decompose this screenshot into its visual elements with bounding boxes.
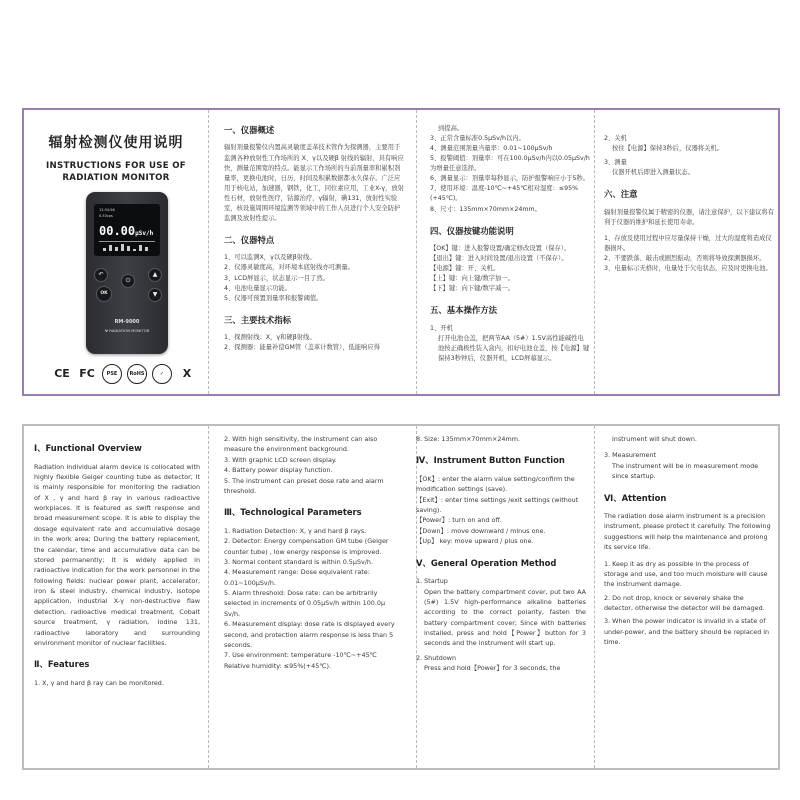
en-section-title: Ⅵ、Attention xyxy=(604,492,667,503)
list-item: 5、报警阈值：剂量率：可在100.0μSv/h内以0.05μSv/h 为增量任意选择。 xyxy=(430,155,590,173)
en-step-text: Open the battery compartment cover, put two AA (5#) 1.5V high-performance alkaline batteries according to the correct polarity, fasten the battery compartment cover; Since with batteries installed, press and hold【Power】button for 3 seconds and the instrument will start up. xyxy=(424,587,586,648)
en-section-title: Ⅳ、Instrument Button Function xyxy=(416,455,565,466)
list-item: 1、探测射线：X，γ和硬β射线。 xyxy=(224,334,316,342)
zh-attention-list xyxy=(604,234,774,274)
list-item: 7. Use environment: temperature -10℃~+45℃ Relative humidity: ≤95%(+45℃). xyxy=(224,651,377,670)
list-item: 【Down】: move downward / minus one. xyxy=(416,526,546,535)
list-item: 3. With graphic LCD screen display. xyxy=(224,455,337,464)
list-item: 3、正常含量标准0.5μSv/h以内。 xyxy=(430,135,525,143)
exit-button-icon: ↶ xyxy=(94,268,108,282)
list-item: 2、不要跌落、敲击或剧烈振动，否则将导致探测器损坏。 xyxy=(604,254,766,262)
pse-mark-icon: PSE xyxy=(102,364,122,384)
list-item: 3、电量标示无格时，电量处于欠电状态，应及时更换电池。 xyxy=(604,265,772,272)
en-buttons-list xyxy=(416,474,586,547)
screen-reading xyxy=(99,222,153,241)
list-item: 4. Battery power display function. xyxy=(224,466,333,475)
list-item: 2、仪器灵敏度高，对环境本底射线亦可测量。 xyxy=(224,264,354,272)
list-item: 1. Radiation Detection: X, γ and hard β rays. xyxy=(224,526,367,535)
certification-marks xyxy=(52,364,197,384)
zh-section-title: 二、仪器特点 xyxy=(224,234,275,245)
cover-title-en-line2: RADIATION MONITOR xyxy=(62,173,170,184)
en-attention-text: The radiation dose alarm instrument is a precision instrument, please protect it carefully. The following suggestions will help the maintenance and prolong its service life. xyxy=(604,512,771,552)
fold-line xyxy=(416,110,417,394)
list-item: 1. X, γ and hard β ray can be monitored. xyxy=(34,678,164,687)
zh-section-title: 四、仪器按键功能说明 xyxy=(430,225,514,236)
list-item: 【Exit】: enter time settings /exit settings (without saving). xyxy=(416,495,579,515)
list-item: 1、可以监测X，γ以及硬β射线。 xyxy=(224,254,316,262)
power-button-icon: ⏻ xyxy=(121,274,135,288)
english-manual-sheet xyxy=(22,424,780,770)
en-step-title: 1. Startup xyxy=(416,577,448,586)
list-item: 7、使用环境：温度-10℃~+45℃相对湿度：≤95%(+45℃)。 xyxy=(430,185,579,203)
zh-buttons-list xyxy=(430,244,590,294)
list-item: 5. The instrument can preset dose rate and alarm threshold. xyxy=(224,476,384,495)
down-button-icon: ▼ xyxy=(148,288,162,302)
en-panel-buttons xyxy=(416,426,586,768)
en-section-title: Ⅰ、Functional Overview xyxy=(34,443,142,453)
list-item: 3、LCD屏显示，状态显示一目了然。 xyxy=(224,274,329,282)
list-item: 【下】键：向下键/数字减一。 xyxy=(430,285,514,293)
list-item: 【电源】键：开、关机。 xyxy=(430,265,500,273)
en-overview-text: Radiation individual alarm device is collocated with highly flexible Geiger counting tube as detector; It is mainly responsible for monitoring the radiation of X , γ and hard β ray in various radioactive workplaces. It is featured as swift response and broad measurement scope. It is able to display the dosage equivalent rate and accumulative dosage in the work area; During the battery replacement, the calendar, time and accumulative data can be stored permanently; It is widely applied in radioactive indication for the work personnel in the following fields: nuclear power plant, accelerator, iron & steel industry, chemical industry, isotope application, industrial X-γ non-destructive flaw detection, radioactive medical treatment, Cobalt source treatment, γ radiation, Iodine 131, radioactive laboratory and surrounding environment monitor of nuclear facilities. xyxy=(34,462,200,647)
device-model: RM-9000 xyxy=(114,319,140,325)
zh-step-text: 仪器开机后即进入测量状态。 xyxy=(612,169,694,177)
cover-panel xyxy=(24,110,208,394)
zh-step-title: 1、开机 xyxy=(430,324,453,332)
list-item: 1. Keep it as dry as possible in the process of storage and use, and too much moisture will cause the instrument damage. xyxy=(604,559,768,589)
list-item: 【OK】键：进入报警设置/确定修改设置（保存）。 xyxy=(430,245,571,252)
en-panel-attention xyxy=(604,426,772,768)
en-features-list-cont xyxy=(224,434,402,496)
fcc-mark-icon: FC xyxy=(79,367,95,381)
list-item: 8. Size: 135mm×70mm×24mm. xyxy=(416,435,520,443)
en-parameters-list xyxy=(224,526,402,671)
check-mark-icon: ✓ xyxy=(152,364,172,384)
chinese-manual-sheet xyxy=(22,108,780,396)
en-section-title: Ⅱ、Features xyxy=(34,659,90,670)
list-item: 2. Do not drop, knock or severely shake the detector, otherwise the detector will be damaged. xyxy=(604,593,765,613)
list-item: 2. Detector: Energy compensation GM tube (Geiger counter tube) , low energy response is improved. xyxy=(224,537,389,556)
zh-step-title: 3、测量 xyxy=(604,159,627,167)
screen-histogram xyxy=(99,241,155,251)
list-item: 8、尺寸：135mm×70mm×24mm。 xyxy=(430,205,541,213)
cover-title-zh: 辐射检测仪使用说明 xyxy=(48,135,184,151)
up-button-icon: ▲ xyxy=(148,268,162,282)
list-item: 6、测量显示：剂量率每秒显示，防护报警响应小于5秒。 xyxy=(430,175,590,183)
en-panel-overview xyxy=(34,426,200,768)
zh-section-title: 三、主要技术指标 xyxy=(224,314,291,325)
list-item: 1、存放及使用过程中应尽量保持干燥，过大的湿度将造成仪器损坏。 xyxy=(604,234,772,252)
en-step-title: 3. Measurement xyxy=(604,451,657,460)
list-item: 4、测量范围剂量当量率：0.01~100μSv/h xyxy=(430,145,553,153)
fold-line xyxy=(208,110,209,394)
list-item: 【Up】 key: move upward / plus one. xyxy=(416,537,534,546)
device-brand-text: RADIATION MONITOR xyxy=(109,328,150,333)
screen-reading-value: 00.00 xyxy=(99,224,136,238)
list-item: 4、电池电量显示功能。 xyxy=(224,284,291,292)
rohs-mark-icon: RoHS xyxy=(127,364,147,384)
screen-time: 12:34:56 xyxy=(99,208,115,212)
zh-panel-overview xyxy=(224,110,404,394)
ok-button-icon: OK xyxy=(96,286,112,302)
en-step-text: The instrument will be in measurement mode since startup. xyxy=(612,461,759,481)
list-item: 3. Normal content standard is within 0.5μSv/h. xyxy=(224,557,374,566)
zh-specs-list xyxy=(224,333,404,353)
zh-step-text: 打开电池仓盖，把两节AA（5#）1.5V高性能碱性电池按正确极性装入盒内，扣好电池仓盖，按【电源】键保持3秒钟后，仪器开机，LCD屏幕显示。 xyxy=(438,334,590,362)
zh-section-title: 六、注意 xyxy=(604,189,638,200)
list-item: 2. With high sensitivity, the instrument can also measure the environment background. xyxy=(224,435,378,454)
cover-title-en xyxy=(24,160,208,185)
device-brand: ☢ RADIATION MONITOR xyxy=(104,328,150,333)
list-item: 【Power】: turn on and off. xyxy=(416,516,502,525)
zh-step-title: 2、关机 xyxy=(604,135,627,142)
zh-attention-text: 辐射剂量报警仪属于精密的仪器，请注意保护，以下建议将有利于仪器的维护和延长使用寿命。 xyxy=(604,208,775,226)
screen-cps: 0.53cps xyxy=(99,214,113,218)
list-item: 6. Measurement display: dose rate is displayed every second, and protection alarm response is less than 5 seconds. xyxy=(224,620,395,649)
en-features-list xyxy=(34,678,200,688)
list-item: 5、仪器可预置剂量率和报警阈值。 xyxy=(224,294,323,302)
list-item: 【退出】键：进入时间设置/退出设置（不保存）。 xyxy=(430,255,568,263)
zh-features-list xyxy=(224,253,404,303)
zh-overview-text: 辐射剂量报警仪内置高灵敏度盖革技术管作为探测器，主要用于监测各种放射性工作场所的 X、γ以及硬β 射线的辐射，具有响应快、测量范围宽的特点。能显示工作场所的当前剂量率和累积剂量率，更换电池时，日历，时间及积累数据都永久保存。广泛应用于核电站，加速器，钢铁，化工，同位素应用，工业X-γ，放射性石材，放射性医疗，钴源治疗，γ辐射，碘131，放射性实验室，核设施周围环境监测等领域中的工作人员进行个人安全防护监测及放射性提示。 xyxy=(224,144,405,222)
zh-panel-attention xyxy=(604,110,774,394)
weee-bin-icon: X xyxy=(182,367,192,381)
zh-specs-list-cont xyxy=(430,124,590,215)
en-step-text: instrument will shut down. xyxy=(612,435,697,443)
list-item: 3. When the power indicator is invalid in a state of under-power, and the battery should be replaced in time. xyxy=(604,617,770,647)
device-screen xyxy=(94,204,160,256)
zh-section-title: 五、基本操作方法 xyxy=(430,305,497,316)
zh-panel-buttons xyxy=(430,110,590,394)
en-panel-parameters xyxy=(224,426,402,768)
ce-mark-icon: CE xyxy=(54,367,70,381)
en-step-title: 2. Shutdown xyxy=(416,653,457,662)
list-item: 5. Alarm threshold: Dose rate: can be arbitrarily selected in increments of 0.05μSv/h within 100.0μ Sv/h. xyxy=(224,589,386,618)
list-item: 【上】键：向上键/数字加一。 xyxy=(430,275,514,283)
en-step-text: Press and hold【Power】for 3 seconds, the xyxy=(424,664,561,673)
cover-title-en-line1: INSTRUCTIONS FOR USE OF xyxy=(46,161,186,171)
list-item: 到提高。 xyxy=(438,125,464,132)
fold-line xyxy=(594,426,595,768)
zh-section-title: 一、仪器概述 xyxy=(224,125,275,135)
screen-unit: μSv/h xyxy=(135,230,154,237)
device-image xyxy=(86,192,168,354)
list-item: 4. Measurement range: Dose equivalent rate: 0.01~100μSv/h. xyxy=(224,568,370,587)
zh-step-text: 按住【电源】保持3秒后，仪器将关机。 xyxy=(612,145,724,153)
fold-line xyxy=(208,426,209,768)
en-section-title: Ⅲ、Technological Parameters xyxy=(224,507,362,518)
en-section-title: Ⅴ、General Operation Method xyxy=(416,557,557,568)
fold-line xyxy=(594,110,595,394)
en-attention-list xyxy=(604,559,772,648)
list-item: 【OK】: enter the alarm value setting/confirm the modification settings (save). xyxy=(416,474,575,494)
list-item: 2、探测器：能量补偿GM管（盖革计数管），低能响应得 xyxy=(224,344,380,352)
